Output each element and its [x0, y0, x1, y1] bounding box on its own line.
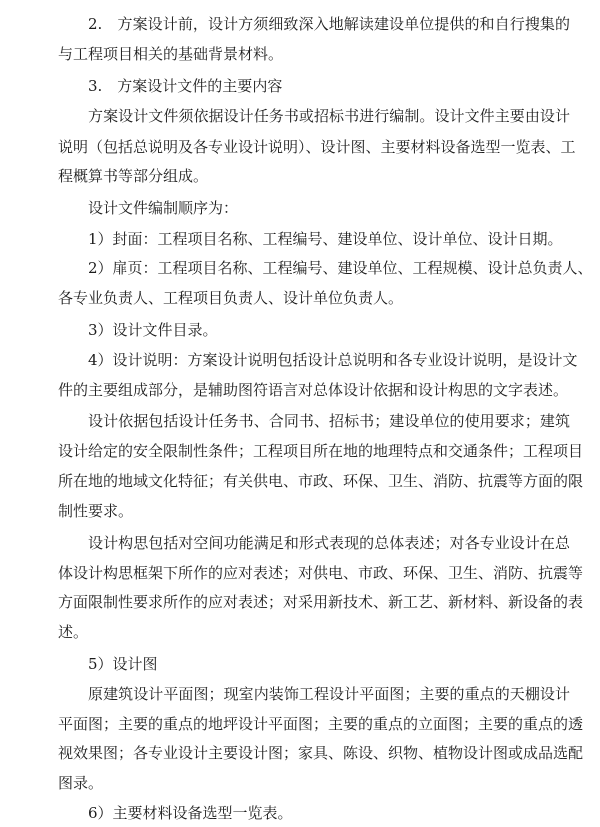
list-item: 2）扉页：工程项目名称、工程编号、建设单位、工程规模、设计总负责人、: [88, 259, 593, 278]
text-line: 原建筑设计平面图；现室内装饰工程设计平面图；主要的重点的天棚设计: [88, 684, 570, 703]
list-item: 5）设计图: [88, 654, 158, 673]
text-line: 件的主要组成部分，是辅助图符语言对总体设计依据和设计构思的文字表述。: [58, 380, 569, 399]
text-line: 与工程项目相关的基础背景材料。: [58, 44, 284, 63]
text-line: 2. 方案设计前，设计方须细致深入地解读建设单位提供的和自行搜集的: [88, 15, 570, 33]
list-item: 1）封面：工程项目名称、工程编号、建设单位、设计单位、设计日期。: [88, 229, 563, 248]
text-line: 程概算书等部分组成。: [58, 167, 209, 185]
list-item: 4）设计说明：方案设计说明包括设计总说明和各专业设计说明，是设计文: [88, 350, 578, 369]
text-line: 方面限制性要求所作的应对表述；对采用新技术、新工艺、新材料、新设备的表: [58, 593, 584, 612]
section-heading: 3. 方案设计文件的主要内容: [88, 76, 283, 95]
text-line: 各专业负责人、工程项目负责人、设计单位负责人。: [58, 289, 404, 308]
text-line: 视效果图；各专业设计主要设计图；家具、陈设、织物、植物设计图或成品选配: [58, 744, 584, 763]
text-line: 体设计构思框架下所作的应对表述；对供电、市政、环保、卫生、消防、抗震等: [58, 563, 584, 582]
text-line: 设计构思包括对空间功能满足和形式表现的总体表述；对各专业设计在总: [88, 533, 570, 552]
text-line: 平面图；主要的重点的地坪设计平面图；主要的重点的立面图；主要的重点的透: [58, 714, 584, 733]
text-line: 图录。: [58, 774, 104, 793]
text-line: 设计文件编制顺序为：: [88, 198, 239, 217]
text-line: 设计依据包括设计任务书、合同书、招标书；建设单位的使用要求；建筑: [88, 412, 570, 431]
list-item: 3）设计文件目录。: [88, 321, 218, 339]
text-line: 方案设计文件须依据设计任务书或招标书进行编制。设计文件主要由设计: [88, 107, 570, 126]
text-line: 述。: [58, 623, 89, 642]
text-line: 制性要求。: [58, 501, 134, 520]
list-item: 6）主要材料设备选型一览表。: [88, 804, 293, 822]
text-line: 所在地的地域文化特征；有关供电、市政、环保、卫生、消防、抗震等方面的限: [58, 472, 584, 490]
text-line: 说明（包括总说明及各专业设计说明）、设计图、主要材料设备选型一览表、工: [58, 138, 576, 157]
text-line: 设计给定的安全限制性条件；工程项目所在地的地理特点和交通条件；工程项目: [58, 442, 584, 461]
